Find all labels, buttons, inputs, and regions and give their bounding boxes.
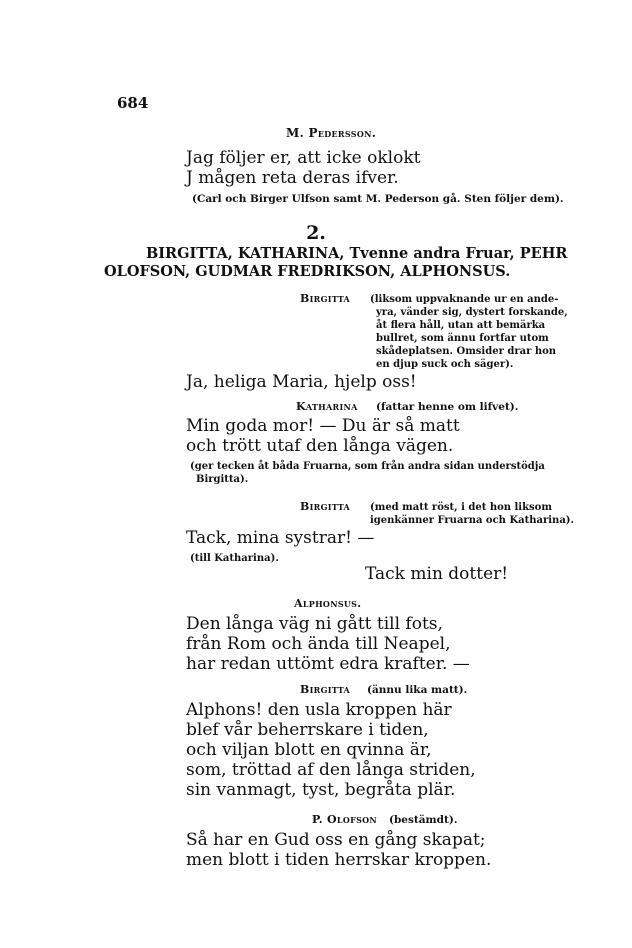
stage-direction: (till Katharina).	[190, 553, 279, 564]
verse-line: Jag följer er, att icke oklokt	[186, 148, 421, 168]
stage-direction: (ännu lika matt).	[367, 684, 468, 696]
page-number: 684	[117, 94, 149, 112]
verse-line: men blott i tiden herrskar kroppen.	[186, 850, 492, 870]
scene-number: 2.	[306, 222, 326, 244]
verse-line: som, tröttad af den långa striden,	[186, 760, 476, 780]
stage-direction: (fattar henne om lifvet).	[376, 401, 519, 413]
stage-direction-line: igenkänner Fruarna och Katharina).	[370, 515, 575, 526]
stage-direction-line: bullret, som ännu fortfar utom	[376, 333, 549, 344]
verse-line: och viljan blott en qvinna är,	[186, 740, 432, 760]
verse-line: har redan uttömt edra krafter. —	[186, 654, 470, 674]
verse-line: blef vår beherrskare i tiden,	[186, 720, 429, 740]
verse-line: Alphons! den usla kroppen här	[186, 700, 452, 720]
verse-line: sin vanmagt, tyst, begråta plär.	[186, 780, 456, 800]
verse-line: Den långa väg ni gått till fots,	[186, 614, 443, 634]
verse-line: Tack min dotter!	[365, 564, 509, 584]
cast-list-line: BIRGITTA, KATHARINA, Tvenne andra Fruar, PEHR	[146, 245, 568, 262]
verse-line: och trött utaf den långa vägen.	[186, 436, 454, 456]
verse-line: Tack, mina systrar! —	[186, 528, 375, 548]
speaker-name-birgitta: Birgitta	[300, 292, 351, 305]
verse-line: J mågen reta deras ifver.	[186, 168, 399, 188]
speaker-name-birgitta: Birgitta	[300, 683, 351, 696]
speaker-heading-pedersson: M. Pedersson.	[286, 126, 377, 140]
stage-direction-line: skådeplatsen. Omsider drar hon	[376, 346, 557, 357]
stage-direction-line: (ger tecken åt båda Fruarna, som från andra sidan understödja	[190, 461, 545, 472]
speaker-name-katharina: Katharina	[296, 400, 358, 413]
stage-direction-line: yra, vänder sig, dystert forskande,	[376, 307, 568, 318]
verse-line: Min goda mor! — Du är så matt	[186, 416, 460, 436]
stage-direction-line: åt flera håll, utan att bemärka	[376, 320, 546, 331]
speaker-name-olofson: P. Olofson	[312, 813, 378, 826]
stage-direction: (Carl och Birger Ulfson samt M. Pederson gå. Sten följer dem).	[192, 193, 564, 205]
speaker-name-birgitta: Birgitta	[300, 500, 351, 513]
stage-direction-line: (liksom uppvaknande ur en ande-	[370, 294, 559, 305]
stage-direction: (bestämdt).	[389, 814, 458, 826]
verse-line: Ja, heliga Maria, hjelp oss!	[186, 372, 417, 392]
stage-direction-line: en djup suck och säger).	[376, 359, 514, 370]
cast-list-line: OLOFSON, GUDMAR FREDRIKSON, ALPHONSUS.	[104, 263, 511, 280]
stage-direction-line: Birgitta).	[196, 474, 249, 485]
speaker-name-alphonsus: Alphonsus.	[294, 597, 362, 610]
verse-line: från Rom och ända till Neapel,	[186, 634, 451, 654]
stage-direction-line: (med matt röst, i det hon liksom	[370, 502, 552, 513]
verse-line: Så har en Gud oss en gång skapat;	[186, 830, 486, 850]
